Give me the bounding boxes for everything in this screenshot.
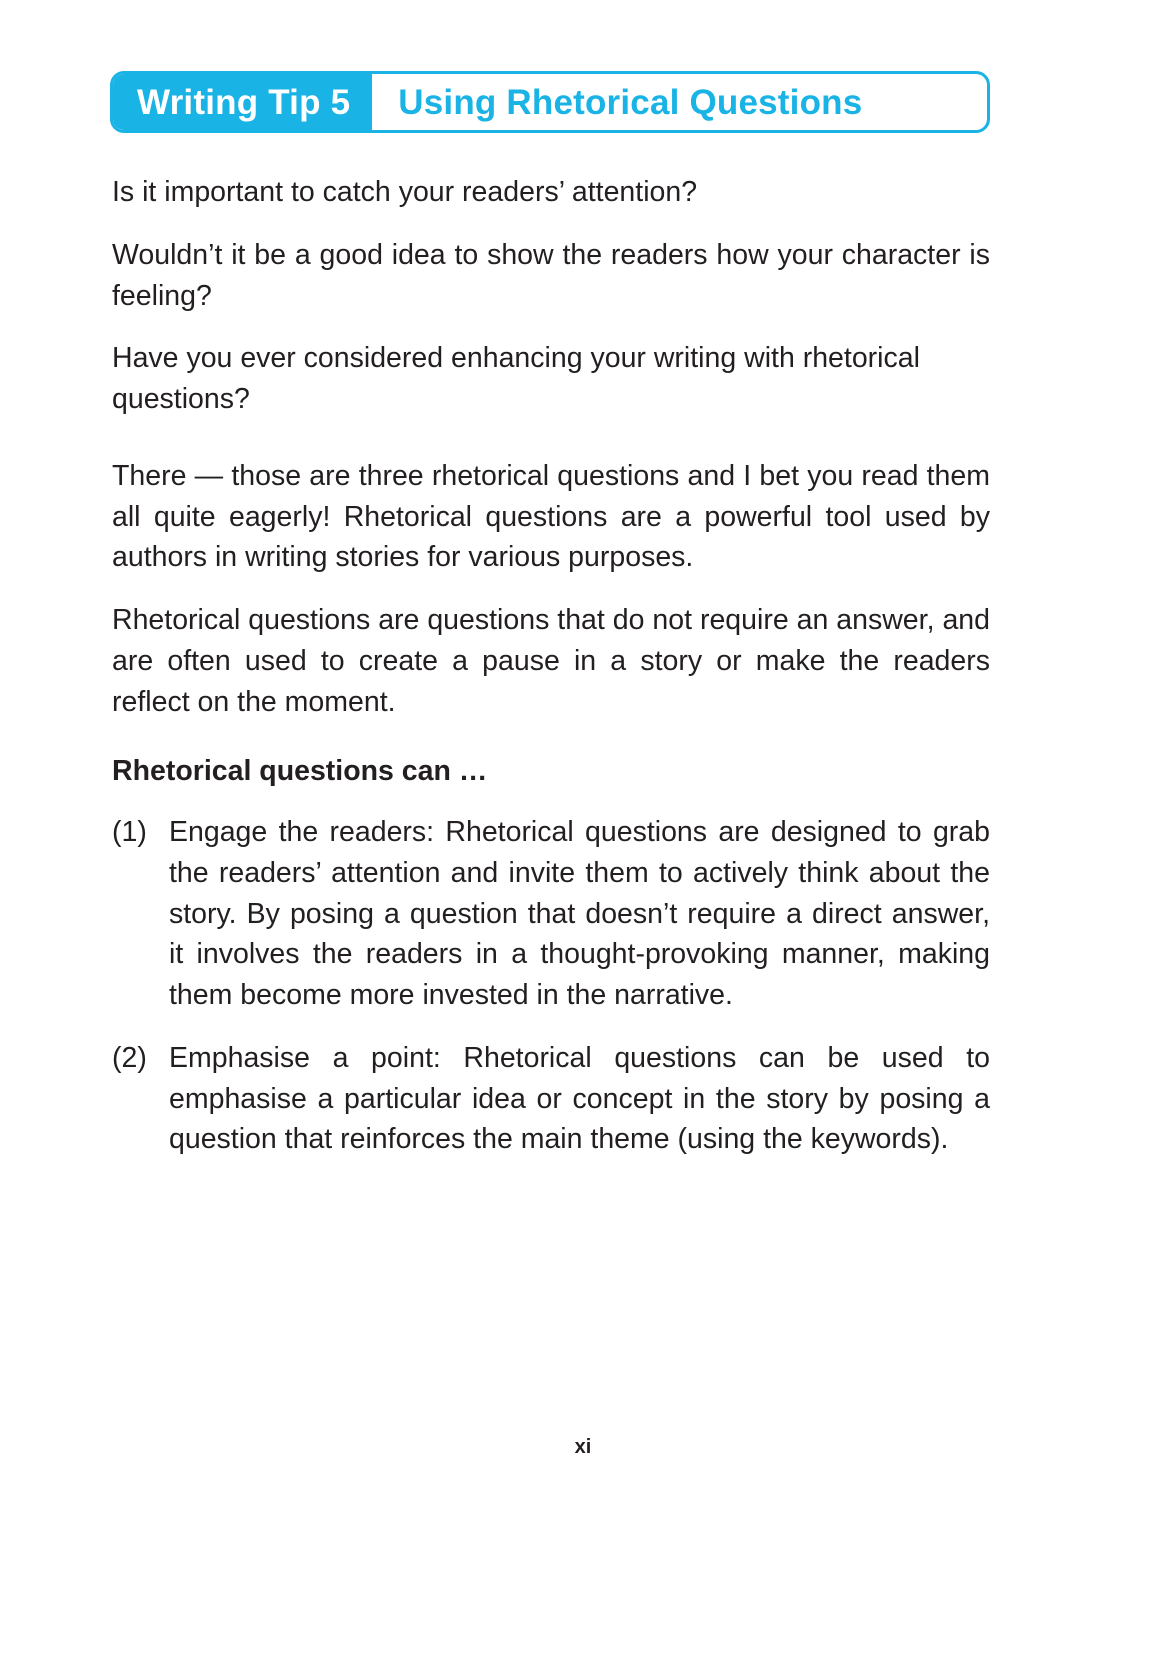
writing-tip-banner <box>110 71 990 133</box>
writing-tip-badge: Writing Tip 5 <box>113 74 372 130</box>
sub-heading: Rhetorical questions can … <box>112 755 488 788</box>
list-item-marker: (2) <box>112 1041 147 1074</box>
page-number: xi <box>574 1436 592 1458</box>
writing-tip-title: Using Rhetorical Questions <box>398 82 863 122</box>
paragraph-4: There — those are three rhetorical questions and I bet you read them all quite eagerly! Rhetorical questions are a powerful tool used by authors in writing stories for various purposes. <box>112 459 990 574</box>
paragraph-5: Rhetorical questions are questions that do not require an answer, and are often used to create a pause in a story or make the readers reflect on the moment. <box>112 604 990 718</box>
list-item-marker: (1) <box>112 816 147 849</box>
paragraph-3: Have you ever considered enhancing your writing with rhetorical questions? <box>112 342 920 415</box>
page-content <box>112 172 990 1160</box>
list-item <box>112 1038 990 1160</box>
list-item-text: Emphasise a point: Rhetorical questions can be used to emphasise a particular idea or concept in the story by posing a question that reinforces the main theme (using the keywords). <box>169 1041 990 1156</box>
paragraph-2: Wouldn’t it be a good idea to show the readers how your character is feeling? <box>112 238 990 312</box>
list-item-text: Engage the readers: Rhetorical questions are designed to grab the readers’ attention and invite them to actively think about the story. By posing a question that doesn’t require a direct answer, it involves the readers in a thought-provoking manner, making them become more invested in the narrative. <box>169 816 990 1012</box>
paragraph-1: Is it important to catch your readers’ attention? <box>112 176 698 208</box>
list-item <box>112 812 990 1016</box>
rhetorical-uses-list <box>112 812 990 1160</box>
paragraph-gap <box>112 442 990 456</box>
